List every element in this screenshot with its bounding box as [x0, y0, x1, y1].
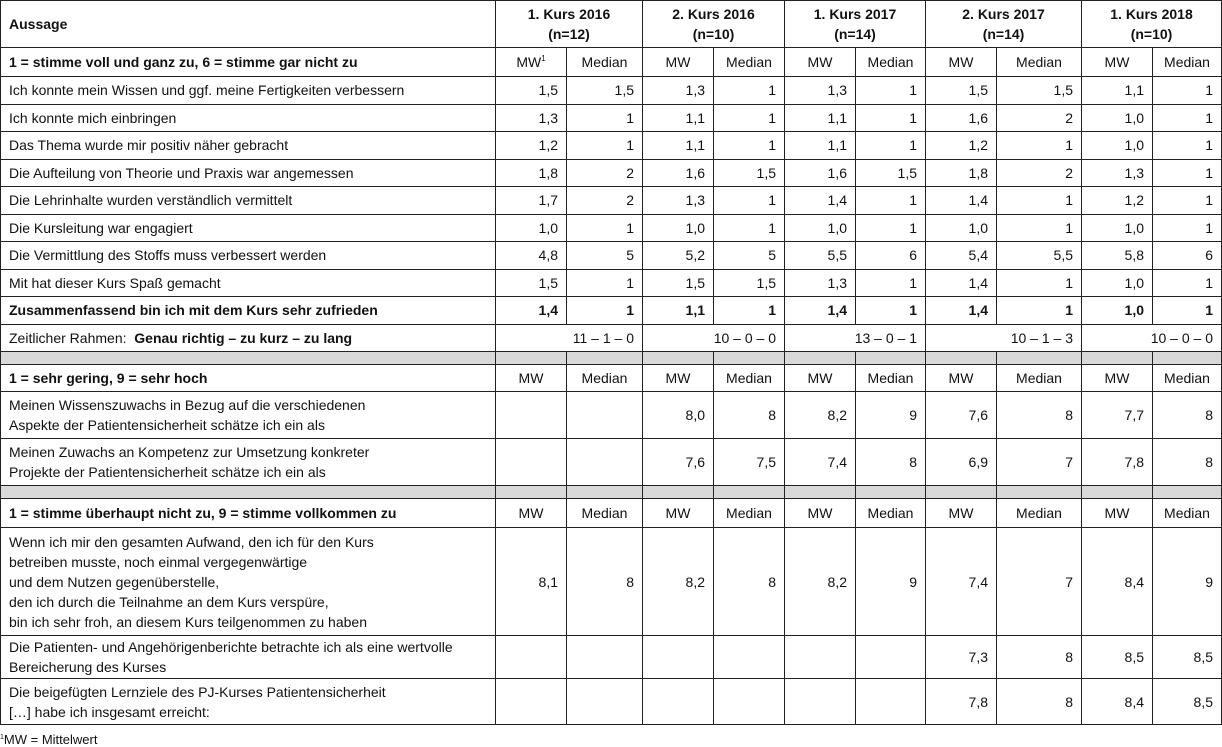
mean-value-cell: 4,8 [496, 242, 567, 270]
median-value-cell: 7,5 [714, 439, 785, 486]
mw-label: MW [516, 54, 542, 70]
median-column-header: Median [856, 48, 926, 77]
median-column-header: Median [1153, 365, 1222, 392]
text-line: Aspekte der Patientensicherheit schätze ich ein als [9, 417, 325, 433]
mw-label: MW [1104, 370, 1130, 386]
separator-cell [1153, 486, 1222, 499]
median-value-cell: 1 [1153, 297, 1222, 325]
mean-value-cell: 1,0 [496, 214, 567, 242]
mw-label: MW [1104, 505, 1130, 521]
course-header [496, 1, 643, 48]
separator-cell [567, 486, 643, 499]
course-n: (n=12) [548, 26, 590, 42]
time-frame-value: 11 – 1 – 0 [496, 324, 643, 352]
mean-value-cell: 1,8 [496, 159, 567, 187]
mean-value-cell [785, 636, 856, 679]
mean-value-cell: 8,1 [496, 528, 567, 636]
median-value-cell: 8,5 [1153, 636, 1222, 679]
scale-label: 1 = stimme voll und ganz zu, 6 = stimme gar nicht zu [1, 48, 496, 77]
course-header [1082, 1, 1222, 48]
mean-value-cell [643, 679, 714, 725]
median-value-cell: 1 [714, 132, 785, 160]
mw-column-header [926, 48, 997, 77]
mw-label: MW [1104, 54, 1130, 70]
mean-value-cell: 7,6 [926, 392, 997, 439]
course-name: 1. Kurs 2016 [527, 6, 611, 22]
mw-label: MW [948, 505, 974, 521]
separator-cell [997, 486, 1082, 499]
median-value-cell: 5 [567, 242, 643, 270]
mean-value-cell: 8,4 [1082, 679, 1153, 725]
median-value-cell: 1 [1153, 132, 1222, 160]
mean-value-cell: 1,4 [926, 187, 997, 215]
separator-cell [714, 352, 785, 365]
median-value-cell [714, 679, 785, 725]
separator-cell [856, 486, 926, 499]
mean-value-cell: 1,0 [1082, 104, 1153, 132]
mean-value-cell: 1,6 [785, 159, 856, 187]
mw-column-header [643, 365, 714, 392]
median-value-cell: 1 [714, 104, 785, 132]
statement-label [1, 528, 496, 636]
separator-cell [643, 352, 714, 365]
median-value-cell: 8 [714, 392, 785, 439]
mean-value-cell: 5,8 [1082, 242, 1153, 270]
separator-cell [926, 352, 997, 365]
median-value-cell: 1 [1153, 104, 1222, 132]
course-name: 1. Kurs 2017 [813, 6, 897, 22]
mw-label: MW [665, 370, 691, 386]
mean-value-cell: 7,7 [1082, 392, 1153, 439]
section1-scale-row [1, 48, 1222, 77]
mean-value-cell: 1,3 [643, 77, 714, 105]
separator-cell [1153, 352, 1222, 365]
footnote-text: MW = Mittelwert [3, 732, 98, 747]
median-value-cell: 1 [1153, 269, 1222, 297]
mw-column-header [1082, 499, 1153, 528]
separator-cell [643, 486, 714, 499]
median-column-header: Median [1153, 499, 1222, 528]
time-frame-row [1, 324, 1222, 352]
mean-value-cell: 1,0 [643, 214, 714, 242]
mw-label: MW [948, 370, 974, 386]
median-value-cell: 8 [1153, 439, 1222, 486]
mw-column-header [643, 499, 714, 528]
statement-label: Die Aufteilung von Theorie und Praxis war angemessen [1, 159, 496, 187]
course-header [643, 1, 785, 48]
median-value-cell: 6 [1153, 242, 1222, 270]
statement-label [1, 636, 496, 679]
mw-label: MW [518, 505, 544, 521]
text-line: betreiben musste, noch einmal vergegenwärtige [9, 553, 308, 570]
table-row [1, 269, 1222, 297]
median-value-cell: 1 [856, 187, 926, 215]
text-line: Die beigefügten Lernziele des PJ-Kurses Patientensicherheit [9, 683, 386, 700]
mean-value-cell: 1,4 [926, 297, 997, 325]
table-row [1, 439, 1222, 486]
median-value-cell: 8 [1153, 392, 1222, 439]
time-frame-options: Genau richtig – zu kurz – zu lang [134, 329, 353, 346]
statement-label: Die Kursleitung war engagiert [1, 214, 496, 242]
median-value-cell: 1 [997, 132, 1082, 160]
median-value-cell: 1,5 [567, 77, 643, 105]
mean-value-cell [496, 439, 567, 486]
mean-value-cell: 1,4 [785, 297, 856, 325]
separator-cell [926, 486, 997, 499]
median-value-cell [856, 679, 926, 725]
mw-column-header [1082, 365, 1153, 392]
statement-label [1, 439, 496, 486]
mean-value-cell: 7,8 [926, 679, 997, 725]
median-value-cell: 1 [856, 132, 926, 160]
table-row [1, 187, 1222, 215]
mw-label: MW [807, 54, 833, 70]
time-frame-label [1, 324, 496, 352]
median-value-cell: 1 [567, 297, 643, 325]
median-value-cell: 1,5 [714, 159, 785, 187]
table-row [1, 242, 1222, 270]
mw-column-header [926, 499, 997, 528]
separator-cell [714, 486, 785, 499]
separator-cell [496, 352, 567, 365]
mean-value-cell: 1,0 [1082, 297, 1153, 325]
median-value-cell: 1 [997, 187, 1082, 215]
header-row [1, 1, 1222, 48]
median-value-cell [567, 679, 643, 725]
text-line: Bereicherung des Kurses [9, 659, 167, 675]
footnote-ref: 1 [541, 54, 546, 63]
median-value-cell [567, 439, 643, 486]
median-value-cell: 1 [567, 269, 643, 297]
mw-column-header [496, 365, 567, 392]
median-value-cell: 1 [997, 297, 1082, 325]
separator-cell [785, 352, 856, 365]
median-value-cell: 1 [714, 214, 785, 242]
separator-cell [496, 486, 567, 499]
median-value-cell: 1,5 [714, 269, 785, 297]
mean-value-cell: 1,5 [926, 77, 997, 105]
mean-value-cell: 1,6 [643, 159, 714, 187]
scale-label: 1 = stimme überhaupt nicht zu, 9 = stimme vollkommen zu [1, 499, 496, 528]
median-value-cell: 7 [997, 528, 1082, 636]
course-name: 1. Kurs 2018 [1110, 6, 1193, 22]
separator-cell [785, 486, 856, 499]
mean-value-cell: 1,5 [496, 77, 567, 105]
median-value-cell: 1 [567, 132, 643, 160]
table-row [1, 636, 1222, 679]
mean-value-cell: 1,1 [1082, 77, 1153, 105]
median-column-header: Median [567, 48, 643, 77]
course-header [785, 1, 926, 48]
mean-value-cell: 8,5 [1082, 636, 1153, 679]
median-column-header: Median [714, 499, 785, 528]
mw-label: MW [665, 54, 691, 70]
course-n: (n=14) [834, 26, 876, 42]
median-value-cell: 9 [856, 392, 926, 439]
median-column-header: Median [567, 499, 643, 528]
median-value-cell: 9 [1153, 528, 1222, 636]
course-n: (n=10) [1130, 26, 1173, 42]
median-value-cell [714, 636, 785, 679]
mw-column-header [643, 48, 714, 77]
mean-value-cell: 1,0 [1082, 269, 1153, 297]
median-column-header: Median [856, 499, 926, 528]
table-row [1, 528, 1222, 636]
median-value-cell: 1 [1153, 159, 1222, 187]
mean-value-cell: 7,3 [926, 636, 997, 679]
mean-value-cell: 5,4 [926, 242, 997, 270]
mw-column-header [926, 365, 997, 392]
mean-value-cell: 1,3 [785, 77, 856, 105]
table-row [1, 77, 1222, 105]
mean-value-cell: 1,3 [785, 269, 856, 297]
median-value-cell: 8 [997, 636, 1082, 679]
mean-value-cell: 8,2 [785, 392, 856, 439]
mean-value-cell: 1,0 [785, 214, 856, 242]
text-line: und dem Nutzen gegenüberstelle, [9, 573, 220, 590]
mean-value-cell: 5,2 [643, 242, 714, 270]
mw-column-header [785, 48, 856, 77]
section3-scale-row [1, 499, 1222, 528]
mean-value-cell [643, 636, 714, 679]
median-value-cell: 5 [714, 242, 785, 270]
mean-value-cell: 8,2 [643, 528, 714, 636]
median-value-cell: 8 [567, 528, 643, 636]
summary-label: Zusammenfassend bin ich mit dem Kurs sehr zufrieden [1, 297, 496, 325]
course-name: 2. Kurs 2016 [672, 6, 755, 22]
separator-cell [1082, 352, 1153, 365]
median-value-cell: 1 [997, 214, 1082, 242]
median-value-cell: 8 [997, 679, 1082, 725]
separator-cell [1082, 486, 1153, 499]
mean-value-cell: 7,4 [785, 439, 856, 486]
median-value-cell: 1,5 [856, 159, 926, 187]
median-value-cell: 1 [856, 214, 926, 242]
mean-value-cell: 1,8 [926, 159, 997, 187]
table-row [1, 392, 1222, 439]
time-frame-value: 10 – 0 – 0 [1082, 324, 1222, 352]
mean-value-cell: 1,3 [1082, 159, 1153, 187]
median-value-cell: 8 [856, 439, 926, 486]
median-value-cell: 2 [567, 187, 643, 215]
median-value-cell: 6 [856, 242, 926, 270]
median-value-cell: 8,5 [1153, 679, 1222, 725]
mean-value-cell: 1,3 [643, 187, 714, 215]
mean-value-cell: 7,8 [1082, 439, 1153, 486]
statement-label [1, 392, 496, 439]
separator-cell [567, 352, 643, 365]
mean-value-cell: 1,0 [1082, 214, 1153, 242]
median-column-header: Median [997, 365, 1082, 392]
mean-value-cell: 6,9 [926, 439, 997, 486]
median-value-cell: 1 [856, 104, 926, 132]
median-value-cell: 1 [1153, 77, 1222, 105]
mw-label: MW [518, 370, 544, 386]
text-line: Wenn ich mir den gesamten Aufwand, den ich für den Kurs [9, 533, 374, 550]
median-value-cell: 2 [997, 159, 1082, 187]
course-name: 2. Kurs 2017 [962, 6, 1045, 22]
text-line: Die Patienten- und Angehörigenberichte betrachte ich als eine wertvolle [9, 639, 453, 655]
median-column-header: Median [997, 499, 1082, 528]
mean-value-cell: 1,6 [926, 104, 997, 132]
mean-value-cell: 1,0 [1082, 132, 1153, 160]
text-line: […] habe ich insgesamt erreicht: [9, 703, 210, 720]
text-line: Meinen Zuwachs an Kompetenz zur Umsetzung konkreter [9, 444, 370, 460]
median-value-cell [567, 636, 643, 679]
separator-row [1, 486, 1222, 499]
time-frame-value: 10 – 0 – 0 [643, 324, 785, 352]
median-value-cell: 8 [997, 392, 1082, 439]
mean-value-cell: 1,1 [643, 297, 714, 325]
mean-value-cell: 1,2 [496, 132, 567, 160]
separator-cell [1, 486, 496, 499]
median-value-cell: 9 [856, 528, 926, 636]
mw-column-header [785, 365, 856, 392]
section2-scale-row [1, 365, 1222, 392]
mean-value-cell: 1,4 [926, 269, 997, 297]
separator-cell [1, 352, 496, 365]
mean-value-cell: 1,3 [496, 104, 567, 132]
mw-label: MW [807, 505, 833, 521]
time-frame-value: 10 – 1 – 3 [926, 324, 1082, 352]
median-column-header: Median [856, 365, 926, 392]
median-column-header: Median [997, 48, 1082, 77]
table-row [1, 132, 1222, 160]
statement-label: Ich konnte mein Wissen und ggf. meine Fertigkeiten verbessern [1, 77, 496, 105]
aussage-header: Aussage [1, 1, 496, 48]
median-value-cell: 1 [1153, 214, 1222, 242]
mw-column-header [1082, 48, 1153, 77]
mean-value-cell: 1,0 [926, 214, 997, 242]
mean-value-cell: 1,7 [496, 187, 567, 215]
median-value-cell [856, 636, 926, 679]
table-row [1, 214, 1222, 242]
time-frame-value: 13 – 0 – 1 [785, 324, 926, 352]
median-value-cell: 1 [1153, 187, 1222, 215]
statement-label: Die Vermittlung des Stoffs muss verbessert werden [1, 242, 496, 270]
mean-value-cell: 1,1 [643, 104, 714, 132]
course-n: (n=10) [692, 26, 735, 42]
median-column-header: Median [567, 365, 643, 392]
statement-label: Mit hat dieser Kurs Spaß gemacht [1, 269, 496, 297]
footnote [0, 732, 97, 747]
median-value-cell: 1 [714, 77, 785, 105]
mw-column-header [496, 48, 567, 77]
median-value-cell: 1 [856, 77, 926, 105]
median-column-header: Median [714, 48, 785, 77]
course-header [926, 1, 1082, 48]
text-line: bin ich sehr froh, an diesem Kurs teilgenommen zu haben [9, 613, 367, 630]
median-value-cell: 2 [567, 159, 643, 187]
scale-label: 1 = sehr gering, 9 = sehr hoch [1, 365, 496, 392]
mean-value-cell: 1,2 [926, 132, 997, 160]
median-value-cell: 1 [714, 187, 785, 215]
mean-value-cell: 7,4 [926, 528, 997, 636]
statement-label: Die Lehrinhalte wurden verständlich vermittelt [1, 187, 496, 215]
statement-label [1, 679, 496, 725]
mean-value-cell: 1,5 [643, 269, 714, 297]
time-frame-prefix: Zeitlicher Rahmen: [9, 329, 127, 346]
median-value-cell: 5,5 [997, 242, 1082, 270]
median-column-header: Median [1153, 48, 1222, 77]
median-value-cell: 1 [856, 297, 926, 325]
median-value-cell: 1 [567, 214, 643, 242]
table-row [1, 104, 1222, 132]
mean-value-cell: 8,0 [643, 392, 714, 439]
text-line: Projekte der Patientensicherheit schätze ich ein als [9, 464, 326, 480]
median-value-cell: 8 [714, 528, 785, 636]
course-n: (n=14) [982, 26, 1025, 42]
mean-value-cell: 8,2 [785, 528, 856, 636]
median-column-header: Median [714, 365, 785, 392]
mw-column-header [785, 499, 856, 528]
statement-label: Das Thema wurde mir positiv näher gebracht [1, 132, 496, 160]
table-row [1, 159, 1222, 187]
median-value-cell: 1 [856, 269, 926, 297]
median-value-cell: 1 [567, 104, 643, 132]
mw-label: MW [948, 54, 974, 70]
separator-cell [856, 352, 926, 365]
table-row [1, 679, 1222, 725]
table-body [1, 1, 1222, 725]
mean-value-cell: 1,1 [785, 132, 856, 160]
mean-value-cell: 1,5 [496, 269, 567, 297]
mean-value-cell [785, 679, 856, 725]
separator-row [1, 352, 1222, 365]
mw-column-header [496, 499, 567, 528]
mw-label: MW [665, 505, 691, 521]
mean-value-cell [496, 636, 567, 679]
median-value-cell: 1 [714, 297, 785, 325]
mean-value-cell [496, 392, 567, 439]
footnote-marker: 1 [0, 734, 4, 741]
statement-label: Ich konnte mich einbringen [1, 104, 496, 132]
median-value-cell [567, 392, 643, 439]
mean-value-cell: 1,1 [785, 104, 856, 132]
median-value-cell: 7 [997, 439, 1082, 486]
separator-cell [997, 352, 1082, 365]
mean-value-cell: 1,4 [785, 187, 856, 215]
mean-value-cell: 7,6 [643, 439, 714, 486]
mean-value-cell [496, 679, 567, 725]
mean-value-cell: 1,1 [643, 132, 714, 160]
text-line: den ich durch die Teilnahme an dem Kurs verspüre, [9, 593, 329, 610]
mean-value-cell: 8,4 [1082, 528, 1153, 636]
median-value-cell: 1 [997, 269, 1082, 297]
mean-value-cell: 1,2 [1082, 187, 1153, 215]
median-value-cell: 2 [997, 104, 1082, 132]
mw-label: MW [807, 370, 833, 386]
median-value-cell: 1,5 [997, 77, 1082, 105]
text-line: Meinen Wissenszuwachs in Bezug auf die verschiedenen [9, 397, 366, 413]
summary-row [1, 297, 1222, 325]
mean-value-cell: 5,5 [785, 242, 856, 270]
mean-value-cell: 1,4 [496, 297, 567, 325]
